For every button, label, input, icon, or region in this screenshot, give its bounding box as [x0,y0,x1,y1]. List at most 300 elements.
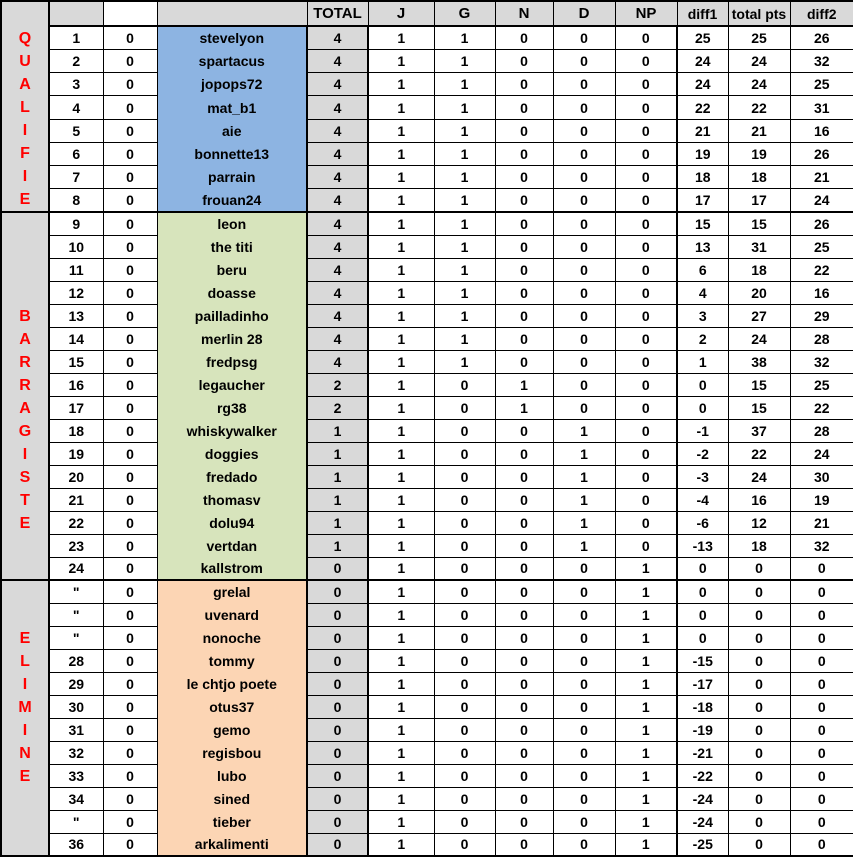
total_pts-cell: 24 [728,327,790,350]
g-cell: 1 [434,258,495,281]
table-row [1,465,853,488]
diff2-cell: 16 [790,281,853,304]
section-letter: U [19,53,31,70]
total_pts-cell: 0 [728,787,790,810]
name-cell: fredpsg [157,350,307,373]
rank-cell: 33 [49,764,103,787]
diff1-cell: 17 [677,189,728,212]
g-cell: 0 [434,787,495,810]
rank-cell: 7 [49,166,103,189]
diff2-cell: 30 [790,465,853,488]
diff2-cell: 25 [790,373,853,396]
zero-cell: 0 [103,580,157,603]
n-cell: 0 [495,488,553,511]
diff1-cell: -21 [677,741,728,764]
total-cell: 4 [307,235,368,258]
zero-cell: 0 [103,258,157,281]
total_pts-cell: 27 [728,304,790,327]
name-cell: tieber [157,810,307,833]
g-cell: 1 [434,281,495,304]
g-cell: 0 [434,741,495,764]
rank-cell: 23 [49,534,103,557]
d-cell: 0 [553,258,615,281]
n-cell: 0 [495,166,553,189]
section-letter: A [19,76,31,93]
zero-cell: 0 [103,557,157,580]
diff2-cell: 0 [790,833,853,856]
total-cell: 4 [307,258,368,281]
zero-cell: 0 [103,787,157,810]
diff2-cell: 26 [790,142,853,165]
n-cell: 0 [495,672,553,695]
section-letter: G [18,423,32,440]
rank-cell: 21 [49,488,103,511]
total_pts-cell: 24 [728,49,790,72]
total-cell: 0 [307,626,368,649]
total_pts-cell: 21 [728,119,790,142]
np-cell: 0 [615,327,677,350]
total-cell: 4 [307,96,368,119]
total-cell: 0 [307,580,368,603]
g-cell: 1 [434,212,495,235]
zero-cell: 0 [103,672,157,695]
total-cell: 2 [307,373,368,396]
rank-cell: 5 [49,119,103,142]
d-cell: 1 [553,442,615,465]
diff1-cell: 2 [677,327,728,350]
g-cell: 1 [434,142,495,165]
zero-cell: 0 [103,350,157,373]
zero-cell: 0 [103,810,157,833]
np-cell: 1 [615,557,677,580]
np-cell: 0 [615,304,677,327]
diff1-cell: -22 [677,764,728,787]
table-row [1,166,853,189]
d-cell: 0 [553,166,615,189]
zero-cell: 0 [103,212,157,235]
n-cell: 0 [495,235,553,258]
diff1-cell: 6 [677,258,728,281]
total_pts-cell: 0 [728,580,790,603]
section-letter: I [22,122,28,139]
total-cell: 0 [307,603,368,626]
total_pts-cell: 37 [728,419,790,442]
total-cell: 0 [307,695,368,718]
diff1-cell: -15 [677,649,728,672]
name-cell: kallstrom [157,557,307,580]
diff2-cell: 0 [790,557,853,580]
n-cell: 0 [495,764,553,787]
n-cell: 0 [495,718,553,741]
diff2-cell: 22 [790,396,853,419]
rank-cell: " [49,810,103,833]
table-row [1,96,853,119]
rank-cell: 18 [49,419,103,442]
n-cell: 0 [495,212,553,235]
np-cell: 0 [615,258,677,281]
diff2-cell: 0 [790,695,853,718]
section-letter: S [19,469,31,486]
total_pts-cell: 0 [728,833,790,856]
name-cell: thomasv [157,488,307,511]
n-cell: 0 [495,119,553,142]
j-cell: 1 [368,718,434,741]
np-cell: 1 [615,810,677,833]
np-cell: 0 [615,511,677,534]
total_pts-cell: 12 [728,511,790,534]
table-row [1,810,853,833]
rank-cell: 19 [49,442,103,465]
d-cell: 0 [553,718,615,741]
diff1-cell: 4 [677,281,728,304]
np-cell: 0 [615,488,677,511]
total_pts-cell: 38 [728,350,790,373]
g-cell: 1 [434,189,495,212]
g-cell: 0 [434,511,495,534]
d-cell: 1 [553,419,615,442]
total_pts-cell: 18 [728,534,790,557]
n-cell: 0 [495,327,553,350]
zero-cell: 0 [103,534,157,557]
table-row [1,327,853,350]
zero-cell: 0 [103,327,157,350]
name-cell: doasse [157,281,307,304]
j-column-header: J [368,1,434,26]
total-cell: 4 [307,49,368,72]
np-cell: 1 [615,649,677,672]
d-cell: 0 [553,833,615,856]
diff2-cell: 0 [790,741,853,764]
diff2-cell: 0 [790,672,853,695]
zero-cell: 0 [103,626,157,649]
n-cell: 0 [495,96,553,119]
rank-cell: 32 [49,741,103,764]
rank-cell: 20 [49,465,103,488]
zero-cell: 0 [103,442,157,465]
g-cell: 0 [434,580,495,603]
rank-cell: 36 [49,833,103,856]
diff1-cell: 24 [677,49,728,72]
j-cell: 1 [368,695,434,718]
total-cell: 1 [307,442,368,465]
table-row [1,787,853,810]
section-letter: B [19,308,31,325]
diff2-cell: 0 [790,580,853,603]
rank-cell: " [49,626,103,649]
d-cell: 0 [553,396,615,419]
j-cell: 1 [368,281,434,304]
section-letter: L [20,99,30,116]
diff1-cell: -19 [677,718,728,741]
np-cell: 0 [615,419,677,442]
table-row [1,258,853,281]
name-cell: arkalimenti [157,833,307,856]
name-cell: aie [157,119,307,142]
d-cell: 0 [553,73,615,96]
diff1-cell: -17 [677,672,728,695]
total-cell: 4 [307,327,368,350]
j-cell: 1 [368,49,434,72]
d-cell: 0 [553,119,615,142]
total_pts-cell: 15 [728,396,790,419]
total-pts-column-header: total pts [728,1,790,26]
np-cell: 0 [615,26,677,49]
n-cell: 0 [495,741,553,764]
total_pts-cell: 24 [728,73,790,96]
n-cell: 0 [495,281,553,304]
total-cell: 4 [307,189,368,212]
name-cell: vertdan [157,534,307,557]
diff2-column-header: diff2 [790,1,853,26]
section-letter: E [19,630,31,647]
j-cell: 1 [368,833,434,856]
g-cell: 0 [434,649,495,672]
section-letter: R [19,377,31,394]
zero-cell: 0 [103,73,157,96]
g-cell: 1 [434,235,495,258]
rank-cell: 10 [49,235,103,258]
table-row [1,557,853,580]
name-cell: tommy [157,649,307,672]
j-cell: 1 [368,396,434,419]
n-cell: 0 [495,73,553,96]
section-letter: E [19,768,31,785]
j-cell: 1 [368,603,434,626]
total-cell: 0 [307,764,368,787]
d-cell: 0 [553,235,615,258]
section-letter: E [19,191,31,208]
total_pts-cell: 0 [728,603,790,626]
g-cell: 0 [434,695,495,718]
table-row [1,534,853,557]
rank-cell: 9 [49,212,103,235]
j-cell: 1 [368,119,434,142]
diff1-cell: 18 [677,166,728,189]
section-letter: R [19,354,31,371]
np-cell: 1 [615,695,677,718]
np-cell: 0 [615,73,677,96]
zero-cell: 0 [103,649,157,672]
g-cell: 0 [434,718,495,741]
g-cell: 0 [434,833,495,856]
total_pts-cell: 18 [728,166,790,189]
table-row [1,488,853,511]
total_pts-cell: 0 [728,718,790,741]
d-cell: 0 [553,281,615,304]
section-letter: I [22,446,28,463]
name-cell: nonoche [157,626,307,649]
g-cell: 1 [434,327,495,350]
rank-cell: 6 [49,142,103,165]
j-cell: 1 [368,419,434,442]
n-cell: 0 [495,142,553,165]
total_pts-cell: 0 [728,810,790,833]
diff1-cell: -18 [677,695,728,718]
diff2-cell: 0 [790,787,853,810]
rank-cell: " [49,580,103,603]
g-cell: 0 [434,534,495,557]
diff1-cell: -4 [677,488,728,511]
name-cell: spartacus [157,49,307,72]
g-cell: 1 [434,166,495,189]
total-cell: 0 [307,718,368,741]
table-row [1,373,853,396]
table-row [1,649,853,672]
j-cell: 1 [368,304,434,327]
total-cell: 0 [307,787,368,810]
g-cell: 1 [434,350,495,373]
g-cell: 0 [434,557,495,580]
d-cell: 0 [553,304,615,327]
name-cell: grelal [157,580,307,603]
diff2-cell: 29 [790,304,853,327]
zero-cell: 0 [103,235,157,258]
total_pts-cell: 0 [728,649,790,672]
zero-cell: 0 [103,373,157,396]
rank-cell: 12 [49,281,103,304]
np-cell: 0 [615,49,677,72]
j-cell: 1 [368,142,434,165]
j-cell: 1 [368,73,434,96]
n-cell: 0 [495,465,553,488]
total_pts-cell: 0 [728,741,790,764]
np-column-header: NP [615,1,677,26]
table-row [1,119,853,142]
np-cell: 1 [615,833,677,856]
name-cell: jopops72 [157,73,307,96]
table-row [1,419,853,442]
table-row [1,672,853,695]
g-column-header: G [434,1,495,26]
total-cell: 4 [307,166,368,189]
table-row [1,142,853,165]
zero-cell: 0 [103,764,157,787]
total_pts-cell: 25 [728,26,790,49]
d-cell: 1 [553,534,615,557]
g-cell: 0 [434,672,495,695]
diff2-cell: 0 [790,764,853,787]
rank-cell: 24 [49,557,103,580]
diff1-column-header: diff1 [677,1,728,26]
j-cell: 1 [368,741,434,764]
table-row [1,603,853,626]
diff1-cell: -13 [677,534,728,557]
total_pts-cell: 0 [728,557,790,580]
zero-cell: 0 [103,49,157,72]
j-cell: 1 [368,166,434,189]
name-cell: frouan24 [157,189,307,212]
zero-cell: 0 [103,511,157,534]
n-cell: 0 [495,26,553,49]
section-letter: I [22,722,28,739]
diff2-cell: 31 [790,96,853,119]
g-cell: 0 [434,373,495,396]
d-cell: 0 [553,557,615,580]
name-cell: rg38 [157,396,307,419]
rank-cell: 14 [49,327,103,350]
total-cell: 4 [307,350,368,373]
name-column-header [157,1,307,26]
name-cell: parrain [157,166,307,189]
diff2-cell: 0 [790,626,853,649]
zero-cell: 0 [103,281,157,304]
j-cell: 1 [368,442,434,465]
diff1-cell: -6 [677,511,728,534]
np-cell: 0 [615,212,677,235]
j-cell: 1 [368,534,434,557]
section-letter: A [19,331,31,348]
table-row [1,442,853,465]
d-cell: 0 [553,26,615,49]
np-cell: 0 [615,373,677,396]
zero-cell: 0 [103,96,157,119]
n-cell: 0 [495,419,553,442]
section-letter: L [20,653,30,670]
np-cell: 0 [615,465,677,488]
total-cell: 0 [307,833,368,856]
diff1-cell: 21 [677,119,728,142]
rank-cell: 8 [49,189,103,212]
table-row [1,49,853,72]
d-cell: 0 [553,626,615,649]
total-cell: 4 [307,212,368,235]
rank-cell: 28 [49,649,103,672]
diff1-cell: 25 [677,26,728,49]
rank-cell: 1 [49,26,103,49]
g-cell: 0 [434,419,495,442]
g-cell: 1 [434,304,495,327]
j-cell: 1 [368,557,434,580]
section-label-qualifie [1,1,49,212]
total_pts-cell: 15 [728,212,790,235]
np-cell: 1 [615,626,677,649]
rank-cell: 11 [49,258,103,281]
d-cell: 0 [553,350,615,373]
total_pts-cell: 22 [728,96,790,119]
zero-cell: 0 [103,465,157,488]
table-row [1,26,853,49]
total_pts-cell: 18 [728,258,790,281]
section-label-barragiste [1,212,49,580]
diff2-cell: 26 [790,26,853,49]
n-cell: 0 [495,603,553,626]
diff1-cell: 24 [677,73,728,96]
n-cell: 0 [495,534,553,557]
section-letter: T [20,492,30,509]
n-cell: 0 [495,511,553,534]
d-cell: 0 [553,603,615,626]
n-cell: 0 [495,833,553,856]
zero-cell: 0 [103,833,157,856]
j-cell: 1 [368,672,434,695]
j-cell: 1 [368,258,434,281]
total-cell: 4 [307,73,368,96]
zero-cell: 0 [103,396,157,419]
section-letter: N [19,745,31,762]
np-cell: 0 [615,189,677,212]
total_pts-cell: 22 [728,442,790,465]
diff1-cell: -24 [677,810,728,833]
n-cell: 1 [495,396,553,419]
rank-cell: " [49,603,103,626]
d-cell: 0 [553,810,615,833]
np-cell: 1 [615,672,677,695]
n-cell: 0 [495,649,553,672]
d-cell: 0 [553,212,615,235]
d-cell: 0 [553,741,615,764]
diff2-cell: 25 [790,235,853,258]
np-cell: 0 [615,166,677,189]
